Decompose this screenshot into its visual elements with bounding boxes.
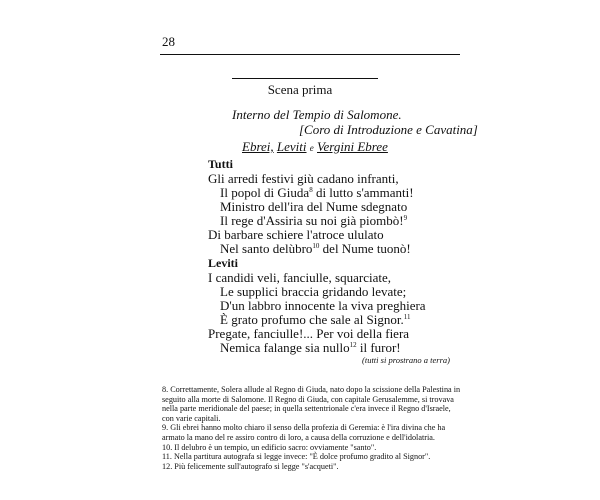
footnote-ref: 9: [403, 214, 408, 222]
footnote-8: 8. Correttamente, Solera allude al Regno di Giuda, nato dopo la scissione della Palestina in seguito alla morte di Salomone. Il Regno di Giuda, con capitale Gerusalemme, si trovava nella parte meridionale del paese; in quella settentrionale c'era invece il Regno d'Israele, con varie capitali.: [162, 385, 461, 423]
header-rule: [160, 54, 460, 55]
verse-line: I candidi veli, fanciulle, squarciate,: [208, 270, 392, 285]
verse-line: Gli arredi festivi giù cadano infranti,: [208, 171, 399, 186]
footnotes: [162, 385, 462, 471]
speaker-leviti: Leviti: [208, 256, 238, 270]
footnote-10: 10. Il delubro è un tempio, un edificio sacro: ovviamente "santo".: [162, 442, 377, 452]
verse-line: Nemica falange sia nullo$^{12}$ il furor!: [220, 340, 401, 355]
verse-line: Nel santo delùbro$^{10}$ del Nume tuonò!: [220, 241, 411, 256]
footnote-ref: 10: [312, 242, 320, 250]
scene-setting: Interno del Tempio di Salomone.: [232, 107, 402, 122]
footnote-11: 11. Nella partitura autografa si legge invece: "È dolce profumo gradito al Signor".: [162, 452, 431, 462]
footnote-12: 12. Più felicemente sull'autografo si legge "s'acqueti".: [162, 461, 339, 471]
footnote-ref: 11: [403, 313, 411, 321]
footnote-9: 9. Gli ebrei hanno molto chiaro il senso della profezia di Geremia: è l'ira divina che ha armato la mano del re assiro contro di loro, a causa della corruzione e dell'idolatria.: [162, 423, 446, 442]
scene-title: Scena prima: [267, 82, 333, 97]
verse-line: È grato profumo che sale al Signor.$^{11}$: [220, 312, 411, 327]
musical-number-title: [Coro di Introduzione e Cavatina]: [299, 122, 478, 137]
verse-line: Ministro dell'ira del Nume sdegnato: [220, 199, 408, 214]
verse-line: Di barbare schiere l'atroce ululato: [208, 227, 384, 242]
speaker-tutti: Tutti: [208, 157, 233, 171]
verse-line: D'un labbro innocente la viva preghiera: [220, 298, 426, 313]
characters-line: [242, 139, 388, 155]
characters-conjunction: e: [309, 143, 314, 153]
character-group-1: Ebrei,: [242, 139, 274, 154]
stage-direction: (tutti si prostrano a terra): [362, 355, 450, 365]
footnote-ref: 12: [349, 341, 357, 349]
character-group-3: Vergini Ebree: [317, 139, 388, 154]
footnote-ref: 8: [309, 186, 313, 194]
verse-line: Le supplici braccia gridando levate;: [220, 284, 407, 299]
page-number: 28: [162, 34, 175, 49]
scene-rule: [232, 78, 378, 79]
verse-line: Pregate, fanciulle!... Per voi della fiera: [208, 326, 410, 341]
character-group-2: Leviti: [276, 139, 307, 154]
verse-line: Il popol di Giuda$^8$ di lutto s'ammanti!: [220, 185, 414, 200]
verse-line: Il rege d'Assiria su noi già piombò!$^9$: [220, 213, 408, 228]
